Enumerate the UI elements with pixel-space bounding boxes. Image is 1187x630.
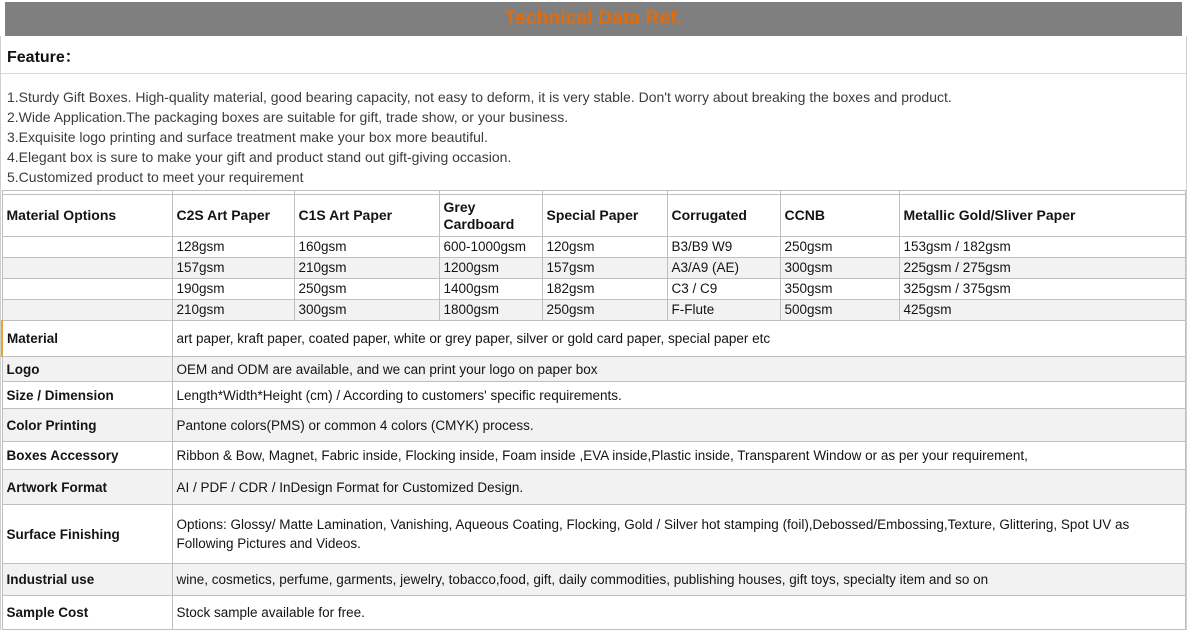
table-cell: 1200gsm: [439, 258, 542, 279]
table-cell: [2, 279, 172, 300]
feature-list: [1, 74, 1186, 190]
spec-value: art paper, kraft paper, coated paper, white or grey paper, silver or gold card paper, special paper etc: [172, 321, 1186, 357]
column-header-ccnb: CCNB: [780, 195, 899, 237]
table-row: [2, 258, 1186, 279]
table-row: [2, 279, 1186, 300]
table-cell: A3/A9 (AE): [667, 258, 780, 279]
column-header-metallic-paper: Metallic Gold/Sliver Paper: [899, 195, 1186, 237]
spec-row-material: [2, 321, 1186, 357]
table-cell: 500gsm: [780, 300, 899, 321]
spec-value: AI / PDF / CDR / InDesign Format for Customized Design.: [172, 470, 1186, 505]
table-cell: 1800gsm: [439, 300, 542, 321]
spec-label: Industrial use: [2, 564, 172, 596]
feature-item-3: 3.Exquisite logo printing and surface treatment make your box more beautiful.: [7, 129, 488, 145]
column-header-corrugated: Corrugated: [667, 195, 780, 237]
spec-label: Logo: [2, 357, 172, 382]
table-cell: 325gsm / 375gsm: [899, 279, 1186, 300]
table-cell: 300gsm: [780, 258, 899, 279]
spec-row-surface-finishing: [2, 505, 1186, 564]
spec-row-boxes-accessory: [2, 442, 1186, 470]
title-bar: [5, 2, 1182, 36]
page: [0, 2, 1187, 622]
table-cell: 1400gsm: [439, 279, 542, 300]
table-cell: 182gsm: [542, 279, 667, 300]
table-cell: C3 / C9: [667, 279, 780, 300]
spec-row-artwork-format: [2, 470, 1186, 505]
spec-row-sample-cost: [2, 596, 1186, 630]
table-cell: 210gsm: [172, 300, 294, 321]
spec-label: Boxes Accessory: [2, 442, 172, 470]
spec-label: Surface Finishing: [2, 505, 172, 564]
table-row: [2, 237, 1186, 258]
table-cell: 425gsm: [899, 300, 1186, 321]
table-cell: [2, 237, 172, 258]
table-cell: 153gsm / 182gsm: [899, 237, 1186, 258]
table-cell: 225gsm / 275gsm: [899, 258, 1186, 279]
table-cell: 600-1000gsm: [439, 237, 542, 258]
feature-item-2: 2.Wide Application.The packaging boxes are suitable for gift, trade show, or your business.: [7, 109, 569, 125]
spec-label: Sample Cost: [2, 596, 172, 630]
table-cell: B3/B9 W9: [667, 237, 780, 258]
technical-data-table: [1, 190, 1186, 630]
spec-row-color-printing: [2, 409, 1186, 442]
feature-item-1: 1.Sturdy Gift Boxes. High-quality material, good bearing capacity, not easy to deform, it is very stable. Don't worry about breaking the boxes and product.: [7, 89, 952, 105]
spec-value: Length*Width*Height (cm) / According to customers' specific requirements.: [172, 382, 1186, 409]
table-cell: 350gsm: [780, 279, 899, 300]
spec-value: Options: Glossy/ Matte Lamination, Vanishing, Aqueous Coating, Flocking, Gold / Silver hot stamping (foil),Debossed/Embossing,Texture, Glittering, Spot UV as Following Pictures and Videos.: [172, 505, 1186, 564]
table-cell: 190gsm: [172, 279, 294, 300]
table-header-row: [2, 195, 1186, 237]
table-cell: [2, 258, 172, 279]
table-cell: 157gsm: [542, 258, 667, 279]
spec-value: Pantone colors(PMS) or common 4 colors (CMYK) process.: [172, 409, 1186, 442]
table-cell: 160gsm: [294, 237, 439, 258]
spec-row-size-dimension: [2, 382, 1186, 409]
table-cell: 128gsm: [172, 237, 294, 258]
column-header-material-options: Material Options: [2, 195, 172, 237]
feature-heading: Feature：: [1, 36, 1186, 74]
spec-label: Artwork Format: [2, 470, 172, 505]
spec-row-industrial-use: [2, 564, 1186, 596]
table-row: [2, 300, 1186, 321]
column-header-c1s-art-paper: C1S Art Paper: [294, 195, 439, 237]
table-cell: 157gsm: [172, 258, 294, 279]
table-cell: 250gsm: [542, 300, 667, 321]
table-cell: 120gsm: [542, 237, 667, 258]
column-header-grey-cardboard: Grey Cardboard: [439, 195, 542, 237]
spec-value: Ribbon & Bow, Magnet, Fabric inside, Flocking inside, Foam inside ,EVA inside,Plastic inside, Transparent Window or as per your requirement,: [172, 442, 1186, 470]
spec-label: Material: [2, 321, 172, 357]
spec-label: Color Printing: [2, 409, 172, 442]
table-cell: 250gsm: [780, 237, 899, 258]
spec-row-logo: [2, 357, 1186, 382]
table-cell: [2, 300, 172, 321]
table-cell: 250gsm: [294, 279, 439, 300]
spec-label: Size / Dimension: [2, 382, 172, 409]
feature-item-4: 4.Elegant box is sure to make your gift and product stand out gift-giving occasion.: [7, 149, 512, 165]
spec-value: OEM and ODM are available, and we can print your logo on paper box: [172, 357, 1186, 382]
content-panel: [0, 36, 1187, 630]
column-header-c2s-art-paper: C2S Art Paper: [172, 195, 294, 237]
column-header-special-paper: Special Paper: [542, 195, 667, 237]
spec-value: wine, cosmetics, perfume, garments, jewelry, tobacco,food, gift, daily commodities, publishing houses, gift toys, specialty item and so on: [172, 564, 1186, 596]
table-cell: 210gsm: [294, 258, 439, 279]
spec-value: Stock sample available for free.: [172, 596, 1186, 630]
page-title: Technical Data Ref.: [504, 8, 683, 29]
feature-item-5: 5.Customized product to meet your requirement: [7, 169, 304, 185]
table-cell: 300gsm: [294, 300, 439, 321]
table-cell: F-Flute: [667, 300, 780, 321]
